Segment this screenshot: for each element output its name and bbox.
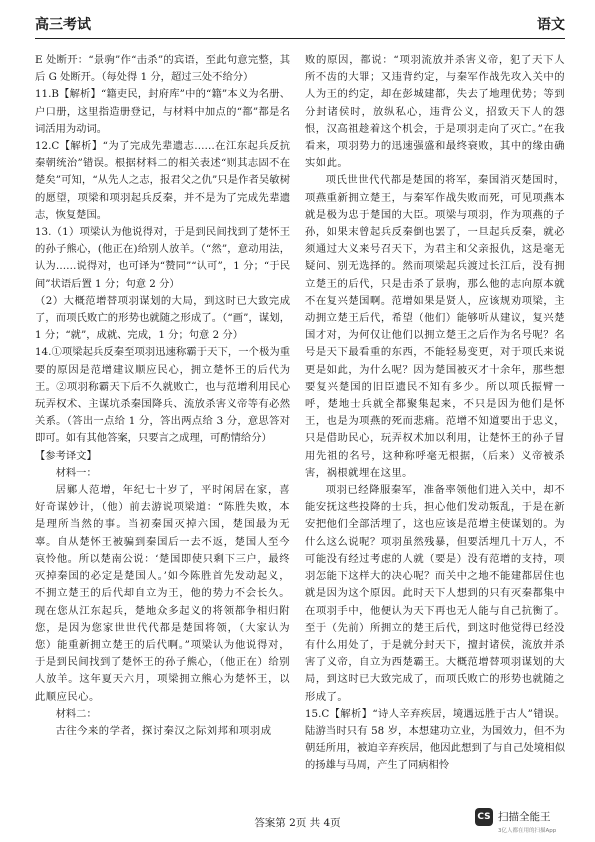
- material-label: 材料一：: [55, 466, 97, 479]
- page-number: 答案第 2页 共 4页: [254, 817, 341, 829]
- subject-label: 语文: [537, 17, 565, 33]
- section-heading: 【参考译文】: [35, 449, 97, 462]
- translation-paragraph: 居鄛人范增，年纪七十岁了，平时闲居在家，喜好奇谋妙计，（他）前去游说项梁道：“陈胜失败，本是理所当然的事。当初秦国灭掉六国，楚国最为无辜。自从楚怀王被骗到秦国后一去不返，楚国人至今哀怜他。所以楚南公说：‘楚国即使只剩下三户，最终灭掉秦国的必定是楚国人。’如今陈胜首先发动起义，不拥立楚王的后代却自立为王，他的势力不会长久。现在您从江东起兵，楚地众多起义的将领都争相归附您，是因为您家世世代代都是楚国将领，（大家认为您）能重新拥立楚王的后代啊。”项梁认为他说得对，于是到民间找到了楚怀王的孙子熊心，（他正在）给别人放羊。这年夏天六月，项梁拥立熊心为楚怀王，以此顺应民心。: [35, 484, 290, 703]
- answer-paragraph: 15.C【解析】“诗人辛弃疾居，境遇远胜于古人”错误。陆游当时只有 58 岁，本想建功立业，为国效力，但不为朝廷所用，被迫辛弃疾居，他因此想到了与自己处境相似的扬雄与马周，产生了同病相怜: [305, 707, 565, 772]
- cs-scanner-logo-icon: CS: [475, 808, 493, 826]
- translation-paragraph: 古往今来的学者，探讨秦汉之际刘邦和项羽成: [55, 724, 272, 737]
- translation-paragraph: 项羽已经降服秦军，准备率领他们进入关中，却不能安抚这些投降的士兵，担心他们发动叛乱，于是在新安把他们全部活埋了，这也应该是范增主使谋划的。为什么这么说呢？项羽虽然残暴，但要活埋几十万人，不可能没有经过考虑的人就（要是）没有范增的支持，项羽怎能下这样大的决心呢？而关中之地不能建都居住也就是因为这个原因。此时天下人想到的只有灭秦都集中在项羽手中，他便认为天下再也无人能与自己抗衡了。至于（先前）所拥立的楚王后代，到这时他觉得已经没有什么用处了，于是就分封天下，擅封诸侯，流放并杀害了义帝，自立为西楚霸王。大概范增替项羽谋划的大局，到这时已大致完成了，而项氏败亡的形势也就随之形成了。: [305, 484, 565, 703]
- watermark-title: 扫描全能王: [498, 811, 551, 823]
- material-label: 材料二：: [55, 707, 97, 720]
- scanner-watermark: [475, 806, 587, 838]
- exam-title: 高三考试: [35, 17, 91, 33]
- answer-paragraph: （2）大概范增替项羽谋划的大局，到这时已大致完成了，而项氏败亡的形势也就随之形成了。（“画”，谋划，1 分；“就”，成就、完成，1 分；句意 2 分）: [35, 294, 290, 342]
- answer-paragraph: 14.①项梁起兵反秦至项羽迅速称霸于天下，一个极为重要的原因是范增建议顺应民心，拥立楚怀王的后代为王。②项羽称霸天下后不久就败亡，也与范增利用民心玩弄权术、主谋坑杀秦国降兵、流放杀害义帝等有必然关系。（答出一点给 1 分，答出两点给 3 分，意思答对即可。如有其他答案，只要言之成理，可酌情给分）: [35, 346, 290, 445]
- watermark-tagline: 3亿人都在用的扫描App: [498, 828, 557, 834]
- right-column: [305, 52, 565, 800]
- translation-paragraph: 项氏世世代代都是楚国的将军，秦国消灭楚国时，项燕重新拥立楚王，与秦军作战失败而死，可见项燕本就是极为忠于楚国的大臣。项梁与项羽，作为项燕的子孙，如果末曾起兵反秦倒也罢了，一旦起兵反秦，就必须通过大义来号召天下，为君主和父亲报仇，这是毫无疑问、别无选择的。然而项梁起兵渡过长江后，没有拥立楚王的后代，只是击杀了景驹，那么他的志向原本就不在复兴楚国啊。范增如果是贤人，应该规劝项梁，主动拥立楚王后代，希望（他们）能够听从建议，复兴楚国才对，为何仅让他们以拥立楚王之后作为名号呢？名号是天下最看重的东西，不能轻易变更，对于项氏来说更是如此，为什么呢？因为楚国被灭才十余年，那些想要复兴楚国的旧臣遗民不知有多少。所以项氏振臂一呼，楚地士兵就全都聚集起来，不只是因为他们是怀王，也是为项燕的死而悲痛。范增不知道要出于忠义，只是借助民心，玩弄权术加以利用，让楚怀王的孙子冒用先祖的名号，这种称呼毫无根据，（后来）义帝被杀害，祸根就埋在这里。: [305, 174, 565, 479]
- page-header: [35, 14, 565, 39]
- translation-paragraph: 败的原因，都说：“项羽流放并杀害义帝，犯了天下人所不齿的大罪；又违背约定，与秦军作战先攻入关中的人为王的约定，却在彭城建都，失去了地理优势；等到分封诸侯时，放纵私心，违背公义，招致天下人的怨恨，汉高祖趁着这个机会，于是项羽走向了灭亡。”在我看来，项羽势力的迅速强盛和最终衰败，其中的缘由确实如此。: [305, 54, 565, 170]
- answer-paragraph: 12.C【解析】“为了完成先辈遗志……在江东起兵反抗秦朝统治”错误。根据材料二的相关表述“则其志固不在楚矣”可知，“从先人之志，报君父之仇”只是作者吴敏树的愿望，项梁和项羽起兵反秦，并不是为了完成先辈遗志，恢复楚国。: [35, 140, 290, 221]
- left-column: [35, 52, 290, 800]
- answer-paragraph: 11.B【解析】“籍吏民，封府库”中的“籍”本义为名册、户口册，这里指造册登记，与材料中加点的“都”都是名词活用为动词。: [35, 88, 290, 135]
- answer-paragraph: 13.（1）项梁认为他说得对，于是到民间找到了楚怀王的孙子熊心，(他正在)给别人放羊。（“然”，意动用法，认为……说得对，也可译为“赞同”“认可”，1 分；“于民间”状语后置 1 分；句意 2 分）: [35, 226, 290, 290]
- answer-paragraph: E 处断开：“景驹”作“击杀”的宾语，至此句意完整，其后 G 处断开。（每处得 1 分，超过三处不给分）: [35, 54, 290, 84]
